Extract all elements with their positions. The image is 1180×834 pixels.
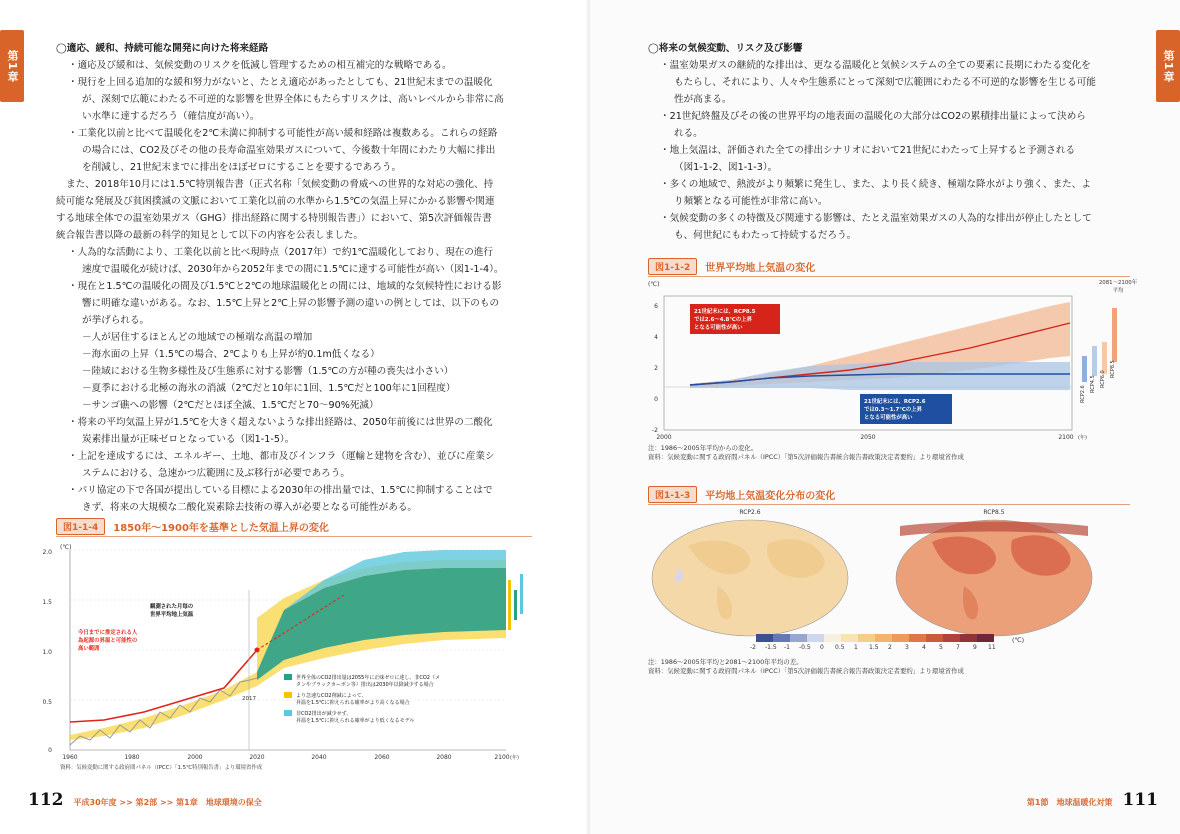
y-tick-label: 4 — [654, 334, 658, 341]
colorbar-label: 0 — [820, 644, 824, 651]
colorbar-swatch — [756, 634, 773, 642]
x-tick-label: 2020 — [249, 754, 265, 761]
x-unit-label: (年) — [510, 755, 519, 761]
legend-swatch — [284, 674, 292, 680]
legend-text: より急速なCO2削減によって、 — [296, 693, 367, 699]
footer-right — [1027, 790, 1158, 810]
colorbar-label: 3 — [905, 644, 909, 651]
figure-note: 注：1986～2005年平均と2081～2100年平均の差。 — [648, 658, 803, 666]
colorbar-label: 11 — [988, 644, 996, 651]
y-unit-label: (℃) — [648, 281, 660, 288]
bullet-line: ・現在と1.5℃の温暖化の間及び1.5℃と2℃の地球温暖化との間には、地域的な気候特性における影 — [68, 281, 502, 292]
y-unit-label: (℃) — [60, 544, 72, 551]
bullet-line: が、深刻で広範にわたる不可逆的な影響を世界全体にもたらすリスクは、高いレベルから非常に高 — [82, 94, 504, 105]
bullet-line: きず、将来の大規模な二酸化炭素除去技術の導入が必要となる可能性がある。 — [82, 502, 418, 513]
bullet-line: 性が高まる。 — [674, 94, 732, 105]
x-tick-label: 2100 — [494, 754, 510, 761]
y-tick-label: 1.0 — [42, 649, 52, 656]
bullet-line: ・人為的な活動により、工業化以前と比べ現時点（2017年）で約1℃温暖化しており、現在の進行 — [68, 247, 494, 258]
figure-note: 注：1986～2005年平均からの変化。 — [648, 444, 758, 452]
section-label: 第1節 地球温暖化対策 — [1026, 798, 1113, 807]
bullet-line: 速度で温暖化が続けば、2030年から2052年までの間に1.5℃に達する可能性が高い（図1-1-4）。 — [82, 264, 504, 275]
figure-title-1-1-4 — [56, 518, 329, 535]
bullet-line: ・現行を上回る追加的な緩和努力がないと、たとえ適応があったとしても、21世紀末までの温暖化 — [68, 77, 493, 88]
paragraph-line: する地球全体での温室効果ガス（GHG）排出経路に関する特別報告書」）において、第5次評価報告書 — [56, 213, 492, 224]
colorbar-label: 1.5 — [869, 644, 879, 651]
legend-text: タンやブラックカーボン等）排出は2030年以降減少する場合 — [296, 682, 434, 688]
chart-1-1-4 — [44, 540, 534, 772]
figure-title-1-1-3 — [648, 486, 835, 503]
legend-swatch — [284, 710, 292, 716]
estimated-warming-line — [70, 650, 257, 722]
bullet-line: ・上記を達成するには、エネルギー、土地、都市及びインフラ（運輸と建物を含む）、並びに産業シ — [68, 451, 495, 462]
section-heading: ◯将来の気候変動、リスク及び影響 — [648, 43, 803, 54]
range-bar-rcp60 — [1102, 342, 1107, 374]
x-tick-label: 2000 — [187, 754, 203, 761]
bullet-line: ・多くの地域で、熱波がより頻繁に発生し、また、より長く続き、極端な降水がより強く、また、よ — [660, 179, 1091, 190]
section-heading: ◯適応、緩和、持続可能な開発に向けた将来経路 — [56, 43, 269, 54]
colorbar-label: -1 — [784, 644, 790, 651]
figure-title-text: 世界平均地上気温の変化 — [705, 263, 816, 274]
legend-swatch — [284, 692, 292, 698]
chapter-tab: 第1章 — [1156, 30, 1180, 102]
x-tick-label: 1960 — [62, 754, 78, 761]
bullet-line: を削減し、21世紀末までに排出をほぼゼロにすることを要するであろう。 — [82, 162, 402, 173]
x-unit-label: (年) — [1078, 435, 1087, 441]
bullet-line: も、何世紀にもわたって持続するだろう。 — [674, 230, 857, 241]
page-right — [590, 0, 1180, 834]
figure-tag: 図1-1-3 — [648, 486, 697, 503]
colorbar-label: 0.5 — [835, 644, 845, 651]
rcp26-callout-text: 21世紀末には、RCP2.6 — [864, 399, 926, 405]
breadcrumb: 平成30年度 >> 第2部 >> 第1章 地球環境の保全 — [73, 798, 262, 807]
side-header: 平均 — [1112, 288, 1124, 294]
bullet-line: り頻繁となる可能性が非常に高い。 — [674, 196, 828, 207]
colorbar-swatch — [858, 634, 875, 642]
range-annotation: 今日までに推定される人 — [78, 630, 138, 636]
bullet-line: （図1-1-2、図1-1-3）。 — [674, 162, 778, 173]
dash-item: －陸域における生物多様性及び生態系に対する影響（1.5℃の方が種の喪失は小さい） — [82, 366, 454, 377]
colorbar-labels — [750, 644, 1012, 654]
x-tick-label: 2100 — [1058, 434, 1074, 441]
range-bar — [514, 590, 517, 620]
rcp26-callout-text: では0.3～1.7℃の上昇 — [864, 407, 922, 413]
rcp85-callout-text: では2.6～4.8℃の上昇 — [694, 317, 752, 323]
map-label-rcp26: RCP2.6 — [739, 509, 761, 516]
colorbar-label: -0.5 — [799, 644, 811, 651]
y-tick-label: 2 — [654, 365, 658, 372]
dash-item: －サンゴ礁への影響（2℃だとほぼ全滅、1.5℃だと70～90%死滅） — [82, 400, 379, 411]
colorbar-swatch — [773, 634, 790, 642]
colorbar-label: 2 — [888, 644, 892, 651]
colorbar-swatch — [926, 634, 943, 642]
y-tick-label: 1.5 — [42, 599, 52, 606]
colorbar-label: -2 — [750, 644, 756, 651]
left-text-block — [56, 40, 532, 516]
dash-item: －夏季における北極の海氷の消滅（2℃だと10年に1回、1.5℃だと100年に1回程度） — [82, 383, 456, 394]
y-tick-label: 0 — [654, 396, 658, 403]
dash-item: －人が居住するほとんどの地域での極端な高温の増加 — [82, 332, 313, 343]
colorbar-swatch — [960, 634, 977, 642]
bullet-line: ・将来の平均気温上昇が1.5℃を大きく超えないような排出経路は、2050年前後には世界の二酸化 — [68, 417, 493, 428]
legend-text: 世界全体のCO2排出量は2055年に正味ゼロに達し、非CO2（メ — [296, 675, 440, 681]
bullet-line: ・温室効果ガスの継続的な排出は、更なる温暖化と気候システムの全ての要素に長期にわたる変化を — [660, 60, 1091, 71]
bullet-line: の場合には、CO2及びその他の長寿命温室効果ガスについて、今後数十年間にわたり大幅に排出 — [82, 145, 496, 156]
rcp26-callout-text: となる可能性が高い — [864, 415, 913, 421]
figure-tag: 図1-1-2 — [648, 258, 697, 275]
colorbar-label: 9 — [973, 644, 977, 651]
bullet-line: 炭素排出量が正味ゼロとなっている（図1-1-5）。 — [82, 434, 295, 445]
bullet-line: れる。 — [674, 128, 703, 139]
range-bar — [508, 580, 511, 630]
y-tick-label: 0 — [48, 747, 52, 754]
bullet-line: ・パリ協定の下で各国が提出している目標による2030年の排出量では、1.5℃に抑制することはで — [68, 485, 493, 496]
colorbar-swatch — [824, 634, 841, 642]
rcp85-callout-text: 21世紀末には、RCP8.5 — [694, 309, 756, 315]
colorbar-swatch — [977, 634, 994, 642]
x-tick-label: 2080 — [436, 754, 452, 761]
map-label-rcp85: RCP8.5 — [983, 509, 1005, 516]
legend-text: 昇温を1.5℃に抑えられる確率がより高くなる場合 — [296, 700, 410, 706]
side-label: RCP8.5 — [1110, 360, 1116, 378]
bullet-line: ・地上気温は、評価された全ての排出シナリオにおいて21世紀にわたって上昇すると予測される — [660, 145, 1076, 156]
figure-title-text: 1850年～1900年を基準とした気温上昇の変化 — [113, 523, 329, 534]
x-tick-label: 2000 — [656, 434, 672, 441]
colorbar-swatch — [943, 634, 960, 642]
dash-item: －海水面の上昇（1.5℃の場合、2℃よりも上昇が約0.1m低くなる） — [82, 349, 380, 360]
side-label: RCP2.6 — [1080, 385, 1086, 403]
side-header: 2081～2100年 — [1098, 280, 1138, 286]
colorbar-swatch — [909, 634, 926, 642]
bullet-line: ・気候変動の多くの特徴及び関連する影響は、たとえ温室効果ガスの人為的な排出が停止したとして — [660, 213, 1092, 224]
page-number: 111 — [1122, 790, 1158, 810]
paragraph-line: 続可能な発展及び貧困撲滅の文脈において工業化以前の水準から1.5℃の気温上昇にかかる影響や関連 — [56, 196, 495, 207]
y-tick-label: -2 — [652, 427, 658, 434]
observed-annotation: 世界平均地上気温 — [150, 612, 194, 618]
bullet-line: い水準に達するだろう（確信度が高い）。 — [82, 111, 260, 122]
colorbar-label: 5 — [939, 644, 943, 651]
chapter-tab: 第1章 — [0, 30, 24, 102]
map-rcp85 — [896, 520, 1092, 636]
colorbar-unit: (℃) — [1012, 636, 1025, 644]
colorbar-label: 7 — [956, 644, 960, 651]
range-bar — [520, 574, 523, 614]
x-tick-label: 1980 — [124, 754, 140, 761]
paragraph-line: また、2018年10月には1.5℃特別報告書（正式名称「気候変動の脅威への世界的な対応の強化、持 — [66, 179, 494, 190]
y-tick-label: 2.0 — [42, 549, 52, 556]
rcp85-callout-text: となる可能性が高い — [694, 325, 743, 331]
range-bar-rcp26 — [1082, 356, 1087, 382]
colorbar-swatch — [841, 634, 858, 642]
bullet-line: ・適応及び緩和は、気候変動のリスクを低減し管理するための相互補完的な戦略である。 — [68, 60, 452, 71]
colorbar — [756, 634, 994, 642]
figure-title-1-1-2 — [648, 258, 815, 275]
page-number: 112 — [28, 790, 64, 810]
figure-title-text: 平均地上気温変化分布の変化 — [705, 491, 836, 502]
right-text-block — [648, 40, 1128, 244]
colorbar-label: -1.5 — [765, 644, 777, 651]
footer-left — [28, 790, 262, 810]
legend-text: 非CO2排出が減少せず、 — [296, 711, 352, 717]
bullet-line: もたらし、それにより、人々や生態系にとって深刻で広範囲にわたる不可逆的な影響を生じる可能 — [674, 77, 1096, 88]
colorbar-label: 4 — [922, 644, 926, 651]
bullet-line: が挙げられる。 — [82, 315, 150, 326]
bullet-line: 響に明確な違いがある。なお、1.5℃上昇と2℃上昇の影響予測の違いの例としては、以下のもの — [82, 298, 500, 309]
figure-rule — [56, 536, 532, 537]
figure-source: 資料：気候変動に関する政府間パネル（IPCC）「第5次評価報告書統合報告書政策決定者要約」より環境省作成 — [648, 667, 964, 675]
range-annotation: 高い範囲 — [78, 646, 100, 652]
x-tick-label: 2060 — [374, 754, 390, 761]
y-tick-label: 6 — [654, 303, 658, 310]
bullet-line: ステムにおける、急速かつ広範囲に及ぶ移行が必要であろう。 — [82, 468, 350, 479]
y-tick-label: 0.5 — [42, 699, 52, 706]
chart-1-1-2 — [630, 276, 1150, 456]
side-label: RCP6.0 — [1100, 370, 1106, 388]
bullet-line: ・工業化以前と比べて温暖化を2℃未満に抑制する可能性が高い緩和経路は複数ある。これらの経路 — [68, 128, 498, 139]
x-tick-label: 2050 — [860, 434, 876, 441]
legend-text: 昇温を1.5℃に抑えられる確率がより低くなるモデル — [296, 718, 415, 724]
x-tick-label: 2040 — [311, 754, 327, 761]
figure-tag: 図1-1-4 — [56, 518, 105, 535]
bullet-line: ・21世紀終盤及びその後の世界平均の地表面の温暖化の大部分はCO2の累積排出量によって決めら — [660, 111, 1086, 122]
paragraph-line: 統合報告書以降の最新の科学的知見として以下の内容を公表しました。 — [56, 230, 363, 241]
side-label: RCP4.5 — [1090, 375, 1096, 393]
figure-source: 資料：気候変動に関する政府間パネル（IPCC）「1.5℃特別報告書」より環境省作成 — [60, 765, 263, 771]
colorbar-label: 1 — [854, 644, 858, 651]
range-bar-rcp85 — [1112, 308, 1117, 362]
figure-source: 資料：気候変動に関する政府間パネル（IPCC）「第5次評価報告書統合報告書政策決定者要約」より環境省作成 — [648, 453, 964, 461]
figure-rule — [648, 504, 1130, 505]
colorbar-swatch — [790, 634, 807, 642]
colorbar-swatch — [892, 634, 909, 642]
colorbar-swatch — [807, 634, 824, 642]
observed-annotation: 観測された月毎の — [150, 604, 194, 610]
range-bar-rcp45 — [1092, 346, 1097, 376]
range-annotation: 為起源の昇温と可能性の — [78, 638, 138, 644]
year-2017-label: 2017 — [242, 696, 256, 702]
colorbar-swatch — [875, 634, 892, 642]
